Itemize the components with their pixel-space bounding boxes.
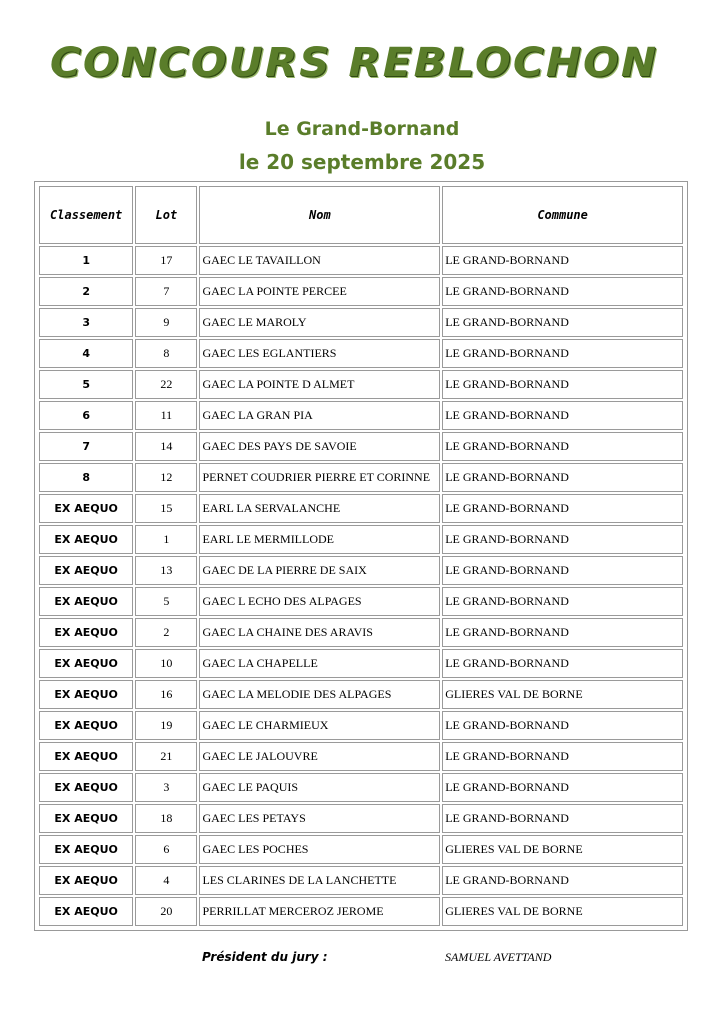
rank-cell: 3 — [39, 308, 133, 337]
lot-cell: 3 — [135, 773, 197, 802]
table-row — [39, 680, 683, 709]
commune-cell: LE GRAND-BORNAND — [442, 804, 683, 833]
name-cell: GAEC DE LA PIERRE DE SAIX — [199, 556, 440, 585]
table-row — [39, 773, 683, 802]
name-cell: GAEC LE TAVAILLON — [199, 246, 440, 275]
results-table-body — [39, 246, 683, 926]
rank-cell: EX AEQUO — [39, 680, 133, 709]
header-classement: Classement — [39, 186, 133, 244]
rank-cell: EX AEQUO — [39, 835, 133, 864]
name-cell: GAEC DES PAYS DE SAVOIE — [199, 432, 440, 461]
results-table-container — [34, 181, 688, 931]
commune-cell: LE GRAND-BORNAND — [442, 525, 683, 554]
table-row — [39, 277, 683, 306]
name-cell: GAEC L ECHO DES ALPAGES — [199, 587, 440, 616]
name-cell: GAEC LE JALOUVRE — [199, 742, 440, 771]
commune-cell: GLIERES VAL DE BORNE — [442, 897, 683, 926]
table-row — [39, 587, 683, 616]
table-row — [39, 649, 683, 678]
rank-cell: 7 — [39, 432, 133, 461]
rank-cell: 2 — [39, 277, 133, 306]
commune-cell: LE GRAND-BORNAND — [442, 308, 683, 337]
name-cell: GAEC LE MAROLY — [199, 308, 440, 337]
commune-cell: LE GRAND-BORNAND — [442, 587, 683, 616]
commune-cell: LE GRAND-BORNAND — [442, 556, 683, 585]
table-row — [39, 804, 683, 833]
commune-cell: LE GRAND-BORNAND — [442, 463, 683, 492]
table-row — [39, 742, 683, 771]
table-header-row — [39, 186, 683, 244]
commune-cell: LE GRAND-BORNAND — [442, 649, 683, 678]
name-cell: GAEC LES POCHES — [199, 835, 440, 864]
lot-cell: 19 — [135, 711, 197, 740]
table-row — [39, 463, 683, 492]
rank-cell: EX AEQUO — [39, 866, 133, 895]
commune-cell: LE GRAND-BORNAND — [442, 742, 683, 771]
name-cell: GAEC LA MELODIE DES ALPAGES — [199, 680, 440, 709]
rank-cell: EX AEQUO — [39, 618, 133, 647]
commune-cell: LE GRAND-BORNAND — [442, 618, 683, 647]
lot-cell: 10 — [135, 649, 197, 678]
lot-cell: 12 — [135, 463, 197, 492]
table-row — [39, 339, 683, 368]
name-cell: GAEC LA CHAPELLE — [199, 649, 440, 678]
lot-cell: 22 — [135, 370, 197, 399]
page-title: CONCOURS REBLOCHON — [49, 40, 659, 86]
lot-cell: 4 — [135, 866, 197, 895]
rank-cell: 5 — [39, 370, 133, 399]
commune-cell: LE GRAND-BORNAND — [442, 339, 683, 368]
results-table — [37, 184, 685, 928]
rank-cell: 1 — [39, 246, 133, 275]
name-cell: GAEC LA POINTE PERCEE — [199, 277, 440, 306]
name-cell: PERRILLAT MERCEROZ JEROME — [199, 897, 440, 926]
name-cell: EARL LE MERMILLODE — [199, 525, 440, 554]
rank-cell: EX AEQUO — [39, 494, 133, 523]
lot-cell: 9 — [135, 308, 197, 337]
table-row — [39, 618, 683, 647]
lot-cell: 14 — [135, 432, 197, 461]
lot-cell: 11 — [135, 401, 197, 430]
lot-cell: 21 — [135, 742, 197, 771]
commune-cell: LE GRAND-BORNAND — [442, 401, 683, 430]
table-row — [39, 525, 683, 554]
lot-cell: 16 — [135, 680, 197, 709]
lot-cell: 5 — [135, 587, 197, 616]
table-row — [39, 897, 683, 926]
commune-cell: GLIERES VAL DE BORNE — [442, 835, 683, 864]
table-row — [39, 432, 683, 461]
rank-cell: EX AEQUO — [39, 773, 133, 802]
rank-cell: 8 — [39, 463, 133, 492]
date-subtitle: le 20 septembre 2025 — [238, 150, 486, 174]
commune-cell: LE GRAND-BORNAND — [442, 370, 683, 399]
commune-cell: GLIERES VAL DE BORNE — [442, 680, 683, 709]
lot-cell: 6 — [135, 835, 197, 864]
table-row — [39, 401, 683, 430]
table-row — [39, 711, 683, 740]
rank-cell: EX AEQUO — [39, 649, 133, 678]
lot-cell: 15 — [135, 494, 197, 523]
name-cell: GAEC LA POINTE D ALMET — [199, 370, 440, 399]
table-row — [39, 370, 683, 399]
commune-cell: LE GRAND-BORNAND — [442, 277, 683, 306]
rank-cell: EX AEQUO — [39, 711, 133, 740]
commune-cell: LE GRAND-BORNAND — [442, 773, 683, 802]
name-cell: GAEC LES EGLANTIERS — [199, 339, 440, 368]
name-cell: GAEC LA CHAINE DES ARAVIS — [199, 618, 440, 647]
rank-cell: EX AEQUO — [39, 897, 133, 926]
name-cell: LES CLARINES DE LA LANCHETTE — [199, 866, 440, 895]
header-commune: Commune — [442, 186, 683, 244]
jury-president-name: SAMUEL AVETTAND — [445, 950, 552, 964]
name-cell: EARL LA SERVALANCHE — [199, 494, 440, 523]
rank-cell: EX AEQUO — [39, 525, 133, 554]
commune-cell: LE GRAND-BORNAND — [442, 246, 683, 275]
rank-cell: 6 — [39, 401, 133, 430]
rank-cell: EX AEQUO — [39, 804, 133, 833]
jury-president-label: Président du jury : — [202, 950, 328, 964]
name-cell: GAEC LE CHARMIEUX — [199, 711, 440, 740]
header-nom: Nom — [199, 186, 440, 244]
table-row — [39, 835, 683, 864]
commune-cell: LE GRAND-BORNAND — [442, 711, 683, 740]
table-row — [39, 308, 683, 337]
rank-cell: EX AEQUO — [39, 587, 133, 616]
name-cell: GAEC LES PETAYS — [199, 804, 440, 833]
rank-cell: 4 — [39, 339, 133, 368]
lot-cell: 17 — [135, 246, 197, 275]
table-row — [39, 556, 683, 585]
location-subtitle: Le Grand-Bornand — [264, 118, 460, 140]
table-row — [39, 246, 683, 275]
commune-cell: LE GRAND-BORNAND — [442, 432, 683, 461]
rank-cell: EX AEQUO — [39, 556, 133, 585]
lot-cell: 7 — [135, 277, 197, 306]
lot-cell: 20 — [135, 897, 197, 926]
rank-cell: EX AEQUO — [39, 742, 133, 771]
name-cell: PERNET COUDRIER PIERRE ET CORINNE — [199, 463, 440, 492]
table-row — [39, 866, 683, 895]
name-cell: GAEC LE PAQUIS — [199, 773, 440, 802]
lot-cell: 8 — [135, 339, 197, 368]
commune-cell: LE GRAND-BORNAND — [442, 494, 683, 523]
lot-cell: 18 — [135, 804, 197, 833]
name-cell: GAEC LA GRAN PIA — [199, 401, 440, 430]
table-row — [39, 494, 683, 523]
header-lot: Lot — [135, 186, 197, 244]
lot-cell: 1 — [135, 525, 197, 554]
commune-cell: LE GRAND-BORNAND — [442, 866, 683, 895]
lot-cell: 13 — [135, 556, 197, 585]
lot-cell: 2 — [135, 618, 197, 647]
